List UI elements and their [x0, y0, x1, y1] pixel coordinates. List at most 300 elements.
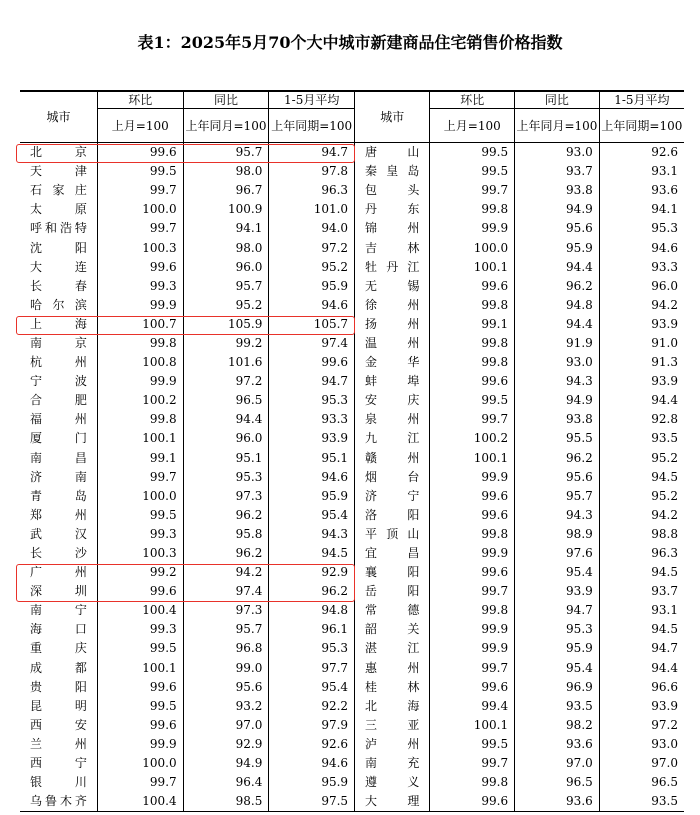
yoy-value-left: 95.1: [183, 449, 269, 468]
mom-value-left: 100.0: [97, 754, 183, 773]
city-name-left: 杭州: [30, 355, 87, 370]
mom-value-left: 99.5: [97, 697, 183, 716]
mom-value-left: 100.4: [97, 792, 183, 812]
yoy-value-left: 96.4: [183, 773, 269, 792]
table-row: [20, 200, 684, 219]
avg-value-right: 94.2: [599, 506, 684, 525]
avg-value-left: 95.4: [269, 678, 355, 697]
avg-value-right: 93.5: [599, 429, 684, 448]
yoy-value-left: 95.7: [183, 143, 269, 163]
yoy-value-left: 95.3: [183, 468, 269, 487]
avg-value-left: 95.9: [269, 487, 355, 506]
yoy-value-right: 93.8: [515, 181, 600, 200]
yoy-value-left: 96.2: [183, 544, 269, 563]
city-name-right: 锦州: [355, 219, 430, 238]
yoy-value-right: 93.6: [515, 792, 600, 812]
yoy-value-right: 95.7: [515, 487, 600, 506]
avg-value-left: 92.6: [269, 735, 355, 754]
avg-value-left: 96.3: [269, 181, 355, 200]
avg-value-right: 94.4: [599, 659, 684, 678]
yoy-value-right: 95.4: [515, 659, 600, 678]
yoy-value-right: 97.0: [515, 754, 600, 773]
city-name-left: 北京: [30, 145, 87, 160]
table-row: [20, 258, 684, 277]
yoy-value-right: 95.6: [515, 468, 600, 487]
avg-value-left: 94.6: [269, 296, 355, 315]
mom-value-right: 99.7: [430, 754, 515, 773]
city-name-left: 郑州: [30, 507, 87, 522]
city-name-right: 蚌埠: [355, 372, 430, 391]
yoy-value-left: 94.2: [183, 563, 269, 582]
city-name-right: 惠州: [355, 659, 430, 678]
table-row: [20, 735, 684, 754]
avg-value-left: 99.6: [269, 353, 355, 372]
avg-value-right: 93.1: [599, 601, 684, 620]
avg-value-left: 95.2: [269, 258, 355, 277]
yoy-value-right: 93.8: [515, 410, 600, 429]
city-name-right: 常德: [355, 601, 430, 620]
avg-value-right: 93.9: [599, 697, 684, 716]
mom-value-right: 99.4: [430, 697, 515, 716]
avg-value-right: 94.2: [599, 296, 684, 315]
city-name-right: 徐州: [355, 296, 430, 315]
table-row: [20, 353, 684, 372]
yoy-value-left: 97.3: [183, 487, 269, 506]
avg-value-left: 92.2: [269, 697, 355, 716]
avg-value-left: 94.3: [269, 525, 355, 544]
avg-value-left: 93.3: [269, 410, 355, 429]
avg-value-left: 94.6: [269, 754, 355, 773]
mom-value-left: 99.3: [97, 620, 183, 639]
mom-value-right: 99.6: [430, 277, 515, 296]
yoy-value-left: 98.5: [183, 792, 269, 812]
avg-value-right: 91.3: [599, 353, 684, 372]
yoy-value-right: 94.9: [515, 391, 600, 410]
mom-value-left: 99.3: [97, 277, 183, 296]
mom-value-right: 100.1: [430, 716, 515, 735]
table-row: [20, 487, 684, 506]
city-name-right: 桂林: [355, 678, 430, 697]
avg-value-left: 97.9: [269, 716, 355, 735]
yoy-value-left: 105.9: [183, 315, 269, 334]
table-row: [20, 697, 684, 716]
mom-value-left: 99.7: [97, 468, 183, 487]
avg-value-left: 97.7: [269, 659, 355, 678]
city-name-left: 广州: [30, 565, 87, 580]
mom-base-right: 上月=100: [430, 109, 515, 143]
table-row: [20, 754, 684, 773]
yoy-value-right: 94.9: [515, 200, 600, 219]
mom-value-left: 99.6: [97, 716, 183, 735]
city-name-left: 乌鲁木齐: [20, 792, 97, 812]
mom-value-left: 99.5: [97, 639, 183, 658]
avg-value-right: 93.9: [599, 372, 684, 391]
city-name-left: 南昌: [30, 450, 87, 465]
city-name-right: 韶关: [355, 620, 430, 639]
yoy-value-right: 96.2: [515, 277, 600, 296]
mom-value-right: 99.6: [430, 678, 515, 697]
city-name-left: 天津: [30, 164, 87, 179]
mom-value-right: 99.5: [430, 143, 515, 163]
table-row: [20, 601, 684, 620]
mom-value-right: 99.7: [430, 659, 515, 678]
city-name-right: 赣州: [355, 449, 430, 468]
yoy-value-right: 91.9: [515, 334, 600, 353]
yoy-value-left: 95.2: [183, 296, 269, 315]
city-name-right: 泸州: [355, 735, 430, 754]
avg-value-right: 94.6: [599, 238, 684, 257]
avg-value-left: 94.7: [269, 143, 355, 163]
mom-value-left: 99.2: [97, 563, 183, 582]
yoy-value-left: 101.6: [183, 353, 269, 372]
avg-value-left: 92.9: [269, 563, 355, 582]
avg-value-left: 95.4: [269, 506, 355, 525]
mom-value-left: 99.5: [97, 162, 183, 181]
mom-value-left: 99.9: [97, 735, 183, 754]
table-row: [20, 391, 684, 410]
city-name-left: 宁波: [30, 374, 87, 389]
city-name-left: 南京: [30, 335, 87, 350]
price-index-table-container: [20, 90, 684, 812]
city-name-left: 银川: [30, 775, 87, 790]
city-name-left: 贵阳: [30, 679, 87, 694]
city-name-right: 烟台: [355, 468, 430, 487]
avg-base-left: 上年同期=100: [269, 109, 355, 143]
table-row: [20, 449, 684, 468]
yoy-value-left: 95.6: [183, 678, 269, 697]
mom-value-right: 99.6: [430, 563, 515, 582]
mom-value-left: 99.6: [97, 678, 183, 697]
avg-value-right: 97.0: [599, 754, 684, 773]
yoy-value-left: 94.1: [183, 219, 269, 238]
yoy-value-left: 96.7: [183, 181, 269, 200]
table-row: [20, 315, 684, 334]
mom-value-left: 100.3: [97, 238, 183, 257]
mom-value-left: 99.6: [97, 143, 183, 163]
table-row: [20, 372, 684, 391]
table-row: [20, 429, 684, 448]
table-row: [20, 468, 684, 487]
yoy-value-right: 94.8: [515, 296, 600, 315]
city-name-left: 西宁: [30, 756, 87, 771]
avg-value-left: 95.9: [269, 277, 355, 296]
table-row: [20, 181, 684, 200]
avg-base-right: 上年同期=100: [599, 109, 684, 143]
avg-value-right: 95.2: [599, 487, 684, 506]
city-name-right: 安庆: [355, 391, 430, 410]
mom-value-left: 100.3: [97, 544, 183, 563]
mom-value-left: 99.8: [97, 410, 183, 429]
city-name-left: 青岛: [30, 488, 87, 503]
mom-value-left: 99.9: [97, 372, 183, 391]
table-row: [20, 410, 684, 429]
yoy-value-left: 96.2: [183, 506, 269, 525]
city-name-right: 南充: [355, 754, 430, 773]
avg-value-left: 96.2: [269, 582, 355, 601]
mom-value-left: 100.1: [97, 429, 183, 448]
price-index-table: [20, 90, 684, 812]
mom-value-left: 100.2: [97, 391, 183, 410]
yoy-value-right: 95.5: [515, 429, 600, 448]
mom-value-right: 99.9: [430, 219, 515, 238]
mom-value-left: 99.5: [97, 506, 183, 525]
mom-value-right: 99.5: [430, 735, 515, 754]
city-name-left: 石家庄: [30, 183, 87, 198]
table-body: [20, 143, 684, 812]
mom-value-right: 99.7: [430, 181, 515, 200]
avg-value-left: 93.9: [269, 429, 355, 448]
city-name-left: 合肥: [30, 393, 87, 408]
table-row: [20, 525, 684, 544]
avg-value-right: 94.1: [599, 200, 684, 219]
yoy-value-left: 97.4: [183, 582, 269, 601]
mom-value-right: 99.8: [430, 200, 515, 219]
yoy-base-left: 上年同月=100: [183, 109, 269, 143]
table-row: [20, 143, 684, 163]
city-name-right: 金华: [355, 353, 430, 372]
yoy-value-right: 94.7: [515, 601, 600, 620]
mom-value-left: 99.6: [97, 258, 183, 277]
city-name-left: 昆明: [30, 698, 87, 713]
yoy-value-left: 95.7: [183, 620, 269, 639]
city-name-left: 福州: [30, 412, 87, 427]
yoy-value-left: 99.2: [183, 334, 269, 353]
city-name-right: 温州: [355, 334, 430, 353]
avg-value-left: 95.3: [269, 391, 355, 410]
avg-value-left: 97.4: [269, 334, 355, 353]
avg-value-left: 101.0: [269, 200, 355, 219]
city-name-left: 沈阳: [30, 240, 87, 255]
mom-value-left: 99.8: [97, 334, 183, 353]
mom-value-right: 99.6: [430, 506, 515, 525]
table-row: [20, 678, 684, 697]
yoy-base-right: 上年同月=100: [515, 109, 600, 143]
yoy-value-right: 94.4: [515, 315, 600, 334]
avg-value-right: 98.8: [599, 525, 684, 544]
mom-value-right: 100.0: [430, 238, 515, 257]
mom-value-right: 100.2: [430, 429, 515, 448]
avg-value-left: 95.3: [269, 639, 355, 658]
mom-value-left: 99.6: [97, 582, 183, 601]
table-row: [20, 162, 684, 181]
city-name-right: 北海: [355, 697, 430, 716]
city-name-left: 太原: [30, 202, 87, 217]
avg-value-right: 92.8: [599, 410, 684, 429]
city-name-right: 扬州: [355, 315, 430, 334]
yoy-value-right: 94.3: [515, 506, 600, 525]
city-name-left: 海口: [30, 622, 87, 637]
avg-value-left: 94.7: [269, 372, 355, 391]
city-name-right: 平顶山: [355, 525, 430, 544]
avg-value-right: 94.5: [599, 620, 684, 639]
mom-value-right: 99.7: [430, 410, 515, 429]
avg-value-left: 94.5: [269, 544, 355, 563]
avg-value-right: 94.7: [599, 639, 684, 658]
avg-value-right: 92.6: [599, 143, 684, 163]
yoy-value-right: 95.4: [515, 563, 600, 582]
avg-value-right: 93.9: [599, 315, 684, 334]
city-name-right: 大理: [355, 792, 430, 812]
mom-value-right: 99.8: [430, 601, 515, 620]
avg-value-left: 97.5: [269, 792, 355, 812]
mom-value-left: 99.7: [97, 181, 183, 200]
mom-value-left: 99.1: [97, 449, 183, 468]
avg-value-left: 97.2: [269, 238, 355, 257]
city-name-left: 长春: [30, 278, 87, 293]
avg-value-left: 95.9: [269, 773, 355, 792]
yoy-value-left: 97.2: [183, 372, 269, 391]
avg-value-right: 93.6: [599, 181, 684, 200]
avg-value-right: 93.5: [599, 792, 684, 812]
yoy-value-right: 94.3: [515, 372, 600, 391]
yoy-value-right: 93.0: [515, 353, 600, 372]
mom-base-left: 上月=100: [97, 109, 183, 143]
yoy-value-right: 96.2: [515, 449, 600, 468]
mom-value-left: 99.3: [97, 525, 183, 544]
mom-value-right: 100.1: [430, 449, 515, 468]
yoy-value-right: 95.3: [515, 620, 600, 639]
mom-value-left: 100.7: [97, 315, 183, 334]
yoy-value-right: 94.4: [515, 258, 600, 277]
mom-value-right: 99.9: [430, 544, 515, 563]
table-row: [20, 716, 684, 735]
city-name-left: 兰州: [30, 736, 87, 751]
table-row: [20, 639, 684, 658]
yoy-value-left: 97.0: [183, 716, 269, 735]
yoy-value-left: 98.0: [183, 238, 269, 257]
city-name-right: 洛阳: [355, 506, 430, 525]
yoy-value-right: 93.7: [515, 162, 600, 181]
yoy-value-right: 95.6: [515, 219, 600, 238]
avg-value-right: 93.0: [599, 735, 684, 754]
table-row: [20, 563, 684, 582]
yoy-value-left: 95.8: [183, 525, 269, 544]
yoy-value-left: 94.9: [183, 754, 269, 773]
table-row: [20, 620, 684, 639]
city-name-left: 成都: [30, 660, 87, 675]
city-name-left: 重庆: [30, 641, 87, 656]
avg-value-right: 91.0: [599, 334, 684, 353]
city-name-right: 牡丹江: [355, 258, 430, 277]
mom-value-right: 99.8: [430, 296, 515, 315]
yoy-value-left: 98.0: [183, 162, 269, 181]
avg-value-left: 94.0: [269, 219, 355, 238]
city-name-right: 三亚: [355, 716, 430, 735]
city-name-left: 深圳: [30, 584, 87, 599]
yoy-header-left: 同比: [183, 91, 269, 109]
avg-value-left: 97.8: [269, 162, 355, 181]
yoy-value-left: 93.2: [183, 697, 269, 716]
yoy-value-right: 96.9: [515, 678, 600, 697]
mom-value-right: 99.6: [430, 372, 515, 391]
yoy-value-right: 93.9: [515, 582, 600, 601]
mom-value-right: 99.6: [430, 792, 515, 812]
city-name-right: 吉林: [355, 238, 430, 257]
avg-value-left: 94.8: [269, 601, 355, 620]
city-name-left: 济南: [30, 469, 87, 484]
avg-header-right: 1-5月平均: [599, 91, 684, 109]
avg-value-right: 96.6: [599, 678, 684, 697]
avg-value-right: 96.0: [599, 277, 684, 296]
mom-value-right: 99.6: [430, 487, 515, 506]
yoy-value-right: 98.2: [515, 716, 600, 735]
city-name-left: 大连: [30, 259, 87, 274]
yoy-value-right: 95.9: [515, 238, 600, 257]
city-name-left: 呼和浩特: [30, 221, 87, 236]
mom-value-left: 100.1: [97, 659, 183, 678]
avg-value-right: 97.2: [599, 716, 684, 735]
mom-value-left: 100.0: [97, 200, 183, 219]
city-header-left: 城市: [20, 91, 97, 143]
table-row: [20, 334, 684, 353]
yoy-value-right: 97.6: [515, 544, 600, 563]
table-row: [20, 792, 684, 812]
yoy-value-left: 95.7: [183, 277, 269, 296]
city-name-left: 南宁: [30, 603, 87, 618]
mom-value-right: 99.9: [430, 468, 515, 487]
mom-value-right: 99.8: [430, 334, 515, 353]
city-name-right: 宜昌: [355, 544, 430, 563]
yoy-value-right: 93.0: [515, 143, 600, 163]
city-name-right: 岳阳: [355, 582, 430, 601]
mom-value-right: 99.5: [430, 391, 515, 410]
table-row: [20, 296, 684, 315]
city-name-right: 九江: [355, 429, 430, 448]
avg-value-right: 96.3: [599, 544, 684, 563]
city-name-left: 哈尔滨: [30, 297, 87, 312]
city-name-right: 泉州: [355, 410, 430, 429]
mom-value-right: 99.1: [430, 315, 515, 334]
city-header-right: 城市: [355, 91, 430, 143]
mom-value-right: 99.9: [430, 620, 515, 639]
mom-value-right: 100.1: [430, 258, 515, 277]
city-name-right: 无锡: [355, 277, 430, 296]
avg-value-right: 95.2: [599, 449, 684, 468]
city-name-left: 武汉: [30, 526, 87, 541]
yoy-value-left: 99.0: [183, 659, 269, 678]
city-name-left: 上海: [30, 316, 87, 331]
mom-value-right: 99.8: [430, 525, 515, 544]
table-title: 表1：2025年5月70个大中城市新建商品住宅销售价格指数: [137, 33, 563, 52]
avg-value-right: 94.5: [599, 468, 684, 487]
mom-value-right: 99.7: [430, 582, 515, 601]
mom-value-left: 100.4: [97, 601, 183, 620]
table-row: [20, 238, 684, 257]
yoy-value-right: 93.6: [515, 735, 600, 754]
avg-value-right: 93.1: [599, 162, 684, 181]
mom-value-left: 100.0: [97, 487, 183, 506]
yoy-value-left: 96.0: [183, 258, 269, 277]
city-name-right: 湛江: [355, 639, 430, 658]
city-name-left: 西安: [30, 717, 87, 732]
yoy-value-left: 97.3: [183, 601, 269, 620]
table-row: [20, 506, 684, 525]
mom-header-right: 环比: [430, 91, 515, 109]
yoy-value-right: 98.9: [515, 525, 600, 544]
table-row: [20, 659, 684, 678]
avg-value-right: 94.4: [599, 391, 684, 410]
avg-value-right: 94.5: [599, 563, 684, 582]
city-name-right: 襄阳: [355, 563, 430, 582]
mom-value-right: 99.9: [430, 639, 515, 658]
mom-value-left: 100.8: [97, 353, 183, 372]
mom-value-right: 99.8: [430, 353, 515, 372]
mom-value-left: 99.9: [97, 296, 183, 315]
yoy-value-left: 100.9: [183, 200, 269, 219]
city-name-right: 秦皇岛: [355, 162, 430, 181]
yoy-value-left: 96.8: [183, 639, 269, 658]
city-name-right: 遵义: [355, 773, 430, 792]
